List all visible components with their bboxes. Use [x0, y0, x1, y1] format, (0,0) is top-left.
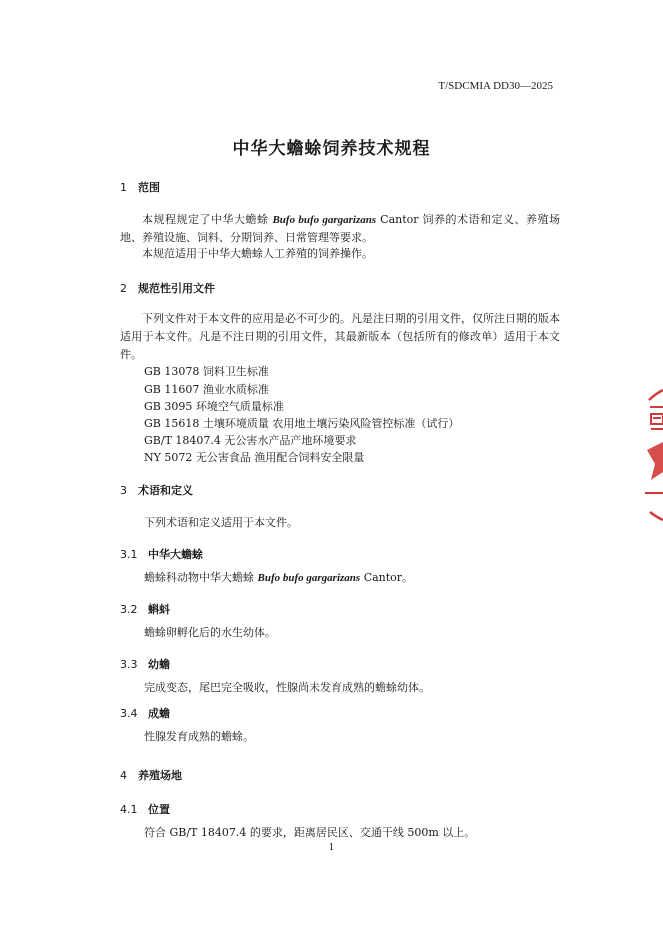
term-heading — [120, 656, 170, 672]
reference-item: GB 15618 土壤环境质量 农用地土壤污染风险管控标准（试行） — [144, 417, 460, 430]
term-name: 中华大蟾蜍 — [148, 548, 203, 561]
text-run: Cantor。 — [360, 571, 414, 584]
text-run: Cantor 饲养的术语和定义、养殖场地、养殖设施、饲料、分期饲养、日常管理等要求。 — [120, 213, 560, 244]
section-number: 4 — [120, 769, 127, 782]
section-title: 养殖场地 — [138, 769, 182, 782]
reference-item: GB 13078 饲料卫生标准 — [144, 365, 269, 378]
reference-item: GB 3095 环境空气质量标准 — [144, 400, 284, 413]
subsection-title: 位置 — [148, 803, 170, 816]
term-name: 幼蟾 — [148, 658, 170, 671]
term-definition: 蟾蜍卵孵化后的水生幼体。 — [144, 626, 276, 639]
section-title: 术语和定义 — [138, 484, 193, 497]
term-name: 蝌蚪 — [148, 603, 170, 616]
term-number: 3.4 — [120, 707, 138, 720]
term-heading — [120, 546, 203, 562]
seal-stamp-icon — [641, 380, 663, 530]
section-title: 规范性引用文件 — [138, 282, 215, 295]
subsection-number: 4.1 — [120, 803, 138, 816]
term-definition: 性腺发育成熟的蟾蜍。 — [144, 730, 254, 743]
reference-item: NY 5072 无公害食品 渔用配合饲料安全限量 — [144, 451, 365, 464]
standard-number: T/SDCMIA DD30—2025 — [438, 80, 553, 92]
latin-name: Bufo bufo gargarizans — [257, 572, 361, 584]
section-4-heading — [120, 767, 182, 783]
section-1-heading — [120, 179, 160, 195]
page-number: 1 — [328, 843, 335, 853]
section-number: 1 — [120, 181, 127, 194]
text-run: 本规程规定了中华大蟾蜍 — [142, 213, 273, 226]
term-definition — [144, 569, 413, 585]
latin-name: Bufo bufo gargarizans — [272, 214, 377, 226]
terms-intro: 下列术语和定义适用于本文件。 — [144, 516, 298, 529]
term-heading — [120, 705, 170, 721]
term-number: 3.2 — [120, 603, 138, 616]
scope-paragraph — [120, 211, 560, 247]
location-requirement: 符合 GB/T 18407.4 的要求，距离居民区、交通干线 500m 以上。 — [144, 826, 476, 839]
section-number: 3 — [120, 484, 127, 497]
section-title: 范围 — [138, 181, 160, 194]
term-number: 3.1 — [120, 548, 138, 561]
scope-applicability: 本规范适用于中华大蟾蜍人工养殖的饲养操作。 — [142, 247, 373, 260]
reference-item: GB/T 18407.4 无公害水产品产地环境要求 — [144, 434, 357, 447]
text-run: 蟾蜍科动物中华大蟾蜍 — [144, 571, 258, 584]
document-title: 中华大蟾蜍饲养技术规程 — [232, 139, 431, 159]
term-name: 成蟾 — [148, 707, 170, 720]
reference-item: GB 11607 渔业水质标准 — [144, 383, 269, 396]
section-3-heading — [120, 482, 193, 498]
term-definition: 完成变态，尾巴完全吸收，性腺尚未发育成熟的蟾蜍幼体。 — [144, 681, 430, 694]
term-number: 3.3 — [120, 658, 138, 671]
section-number: 2 — [120, 282, 127, 295]
term-heading — [120, 601, 170, 617]
section-2-heading — [120, 280, 215, 296]
subsection-heading — [120, 801, 170, 817]
references-intro: 下列文件对于本文件的应用是必不可少的。凡是注日期的引用文件，仅所注日期的版本适用于本文件。凡是不注日期的引用文件，其最新版本（包括所有的修改单）适用于本文件。 — [120, 312, 560, 361]
